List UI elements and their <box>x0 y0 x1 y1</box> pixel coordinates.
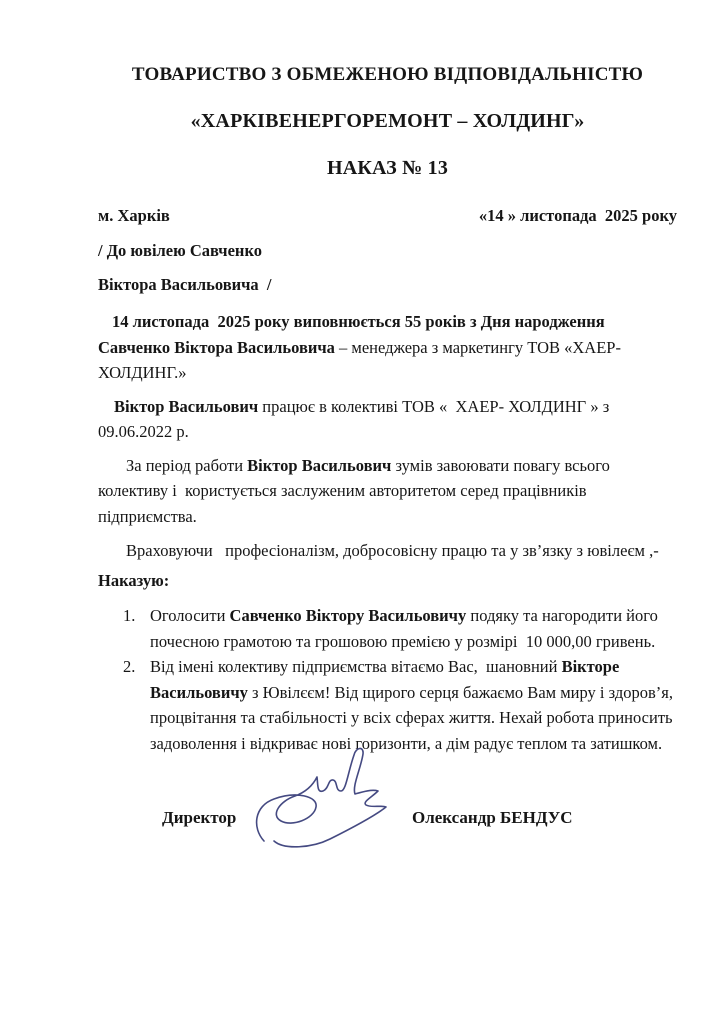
paragraph-birthday <box>98 309 677 386</box>
order-item-1-rest: подяку та нагородити його почесною грамотою та грошовою премією у розмірі 10 000,00 гривень. <box>150 606 662 651</box>
paragraph-respect <box>98 453 677 530</box>
paragraph-employment-bold: Віктор Васильович <box>114 396 259 416</box>
subject-line-1: / До ювілею Савченко <box>98 241 262 260</box>
subject-line-2: Віктора Васильовича / <box>98 275 272 294</box>
order-item-2-bold: Вікторе Васильовичу <box>150 657 624 702</box>
company-name-heading: «ХАРКІВЕНЕРГОРЕМОНТ – ХОЛДИНГ» <box>190 110 585 132</box>
paragraph-employment-rest: працює в колективі ТОВ « ХАЕР- ХОЛДИНГ » з 09.06.2022 р. <box>98 396 614 442</box>
paragraph-motivation-text: Враховуючи професіоналізм, добросовісну працю та у зв’язку з ювілеєм ,- <box>126 540 659 560</box>
signature-row <box>98 756 677 926</box>
signature-name-label: Олександр БЕНДУС <box>412 808 573 828</box>
order-number-heading: НАКАЗ № 13 <box>326 157 449 179</box>
signature-role-label: Директор <box>162 808 237 828</box>
paragraph-birthday-bold: 14 листопада 2025 року виповнюється 55 років з Дня народження Савченко Віктора Васильовича <box>98 312 609 357</box>
order-item-1-number: 1. <box>123 606 136 626</box>
paragraph-motivation <box>98 538 677 564</box>
date-label: «14 » листопада 2025 року <box>478 206 677 225</box>
order-item-1-start: Оголосити <box>150 606 230 626</box>
order-label: Наказую: <box>98 571 170 591</box>
order-item-1-bold: Савченко Віктору Васильовичу <box>229 606 467 626</box>
order-item-2-rest: з Ювілєєм! Від щирого серця бажаємо Вам миру і здоров’я, процвітання та стабільності у всіх сферах життя. Нехай робота приносить задоволення і відкриває нові горизонти, а дім радує теплом та затишком. <box>150 682 678 753</box>
place-date-row <box>98 206 677 226</box>
paragraph-respect-start: За період работи <box>126 455 248 475</box>
company-type-heading: ТОВАРИСТВО З ОБМЕЖЕНОЮ ВІДПОВІДАЛЬНІСТЮ <box>131 64 644 85</box>
paragraph-employment <box>98 394 677 445</box>
order-item-1 <box>98 603 677 654</box>
order-item-2-start: Від імені колективу підприємства вітаємо Вас, шановний <box>150 657 562 677</box>
order-items-list <box>98 603 677 756</box>
city-label: м. Харків <box>98 206 170 225</box>
paragraph-birthday-rest: – менеджера з маркетингу ТОВ «ХАЕР-ХОЛДИНГ.» <box>98 337 621 383</box>
order-item-2-number: 2. <box>123 657 136 677</box>
signature-ink-path <box>257 749 386 847</box>
signature-scribble <box>248 744 398 859</box>
paragraph-respect-bold: Віктор Васильович <box>247 455 392 475</box>
paragraph-respect-rest: зумів завоювати повагу всього колективу і користується заслуженим авторитетом серед працівників підприємства. <box>98 455 614 526</box>
order-item-2 <box>98 654 677 756</box>
